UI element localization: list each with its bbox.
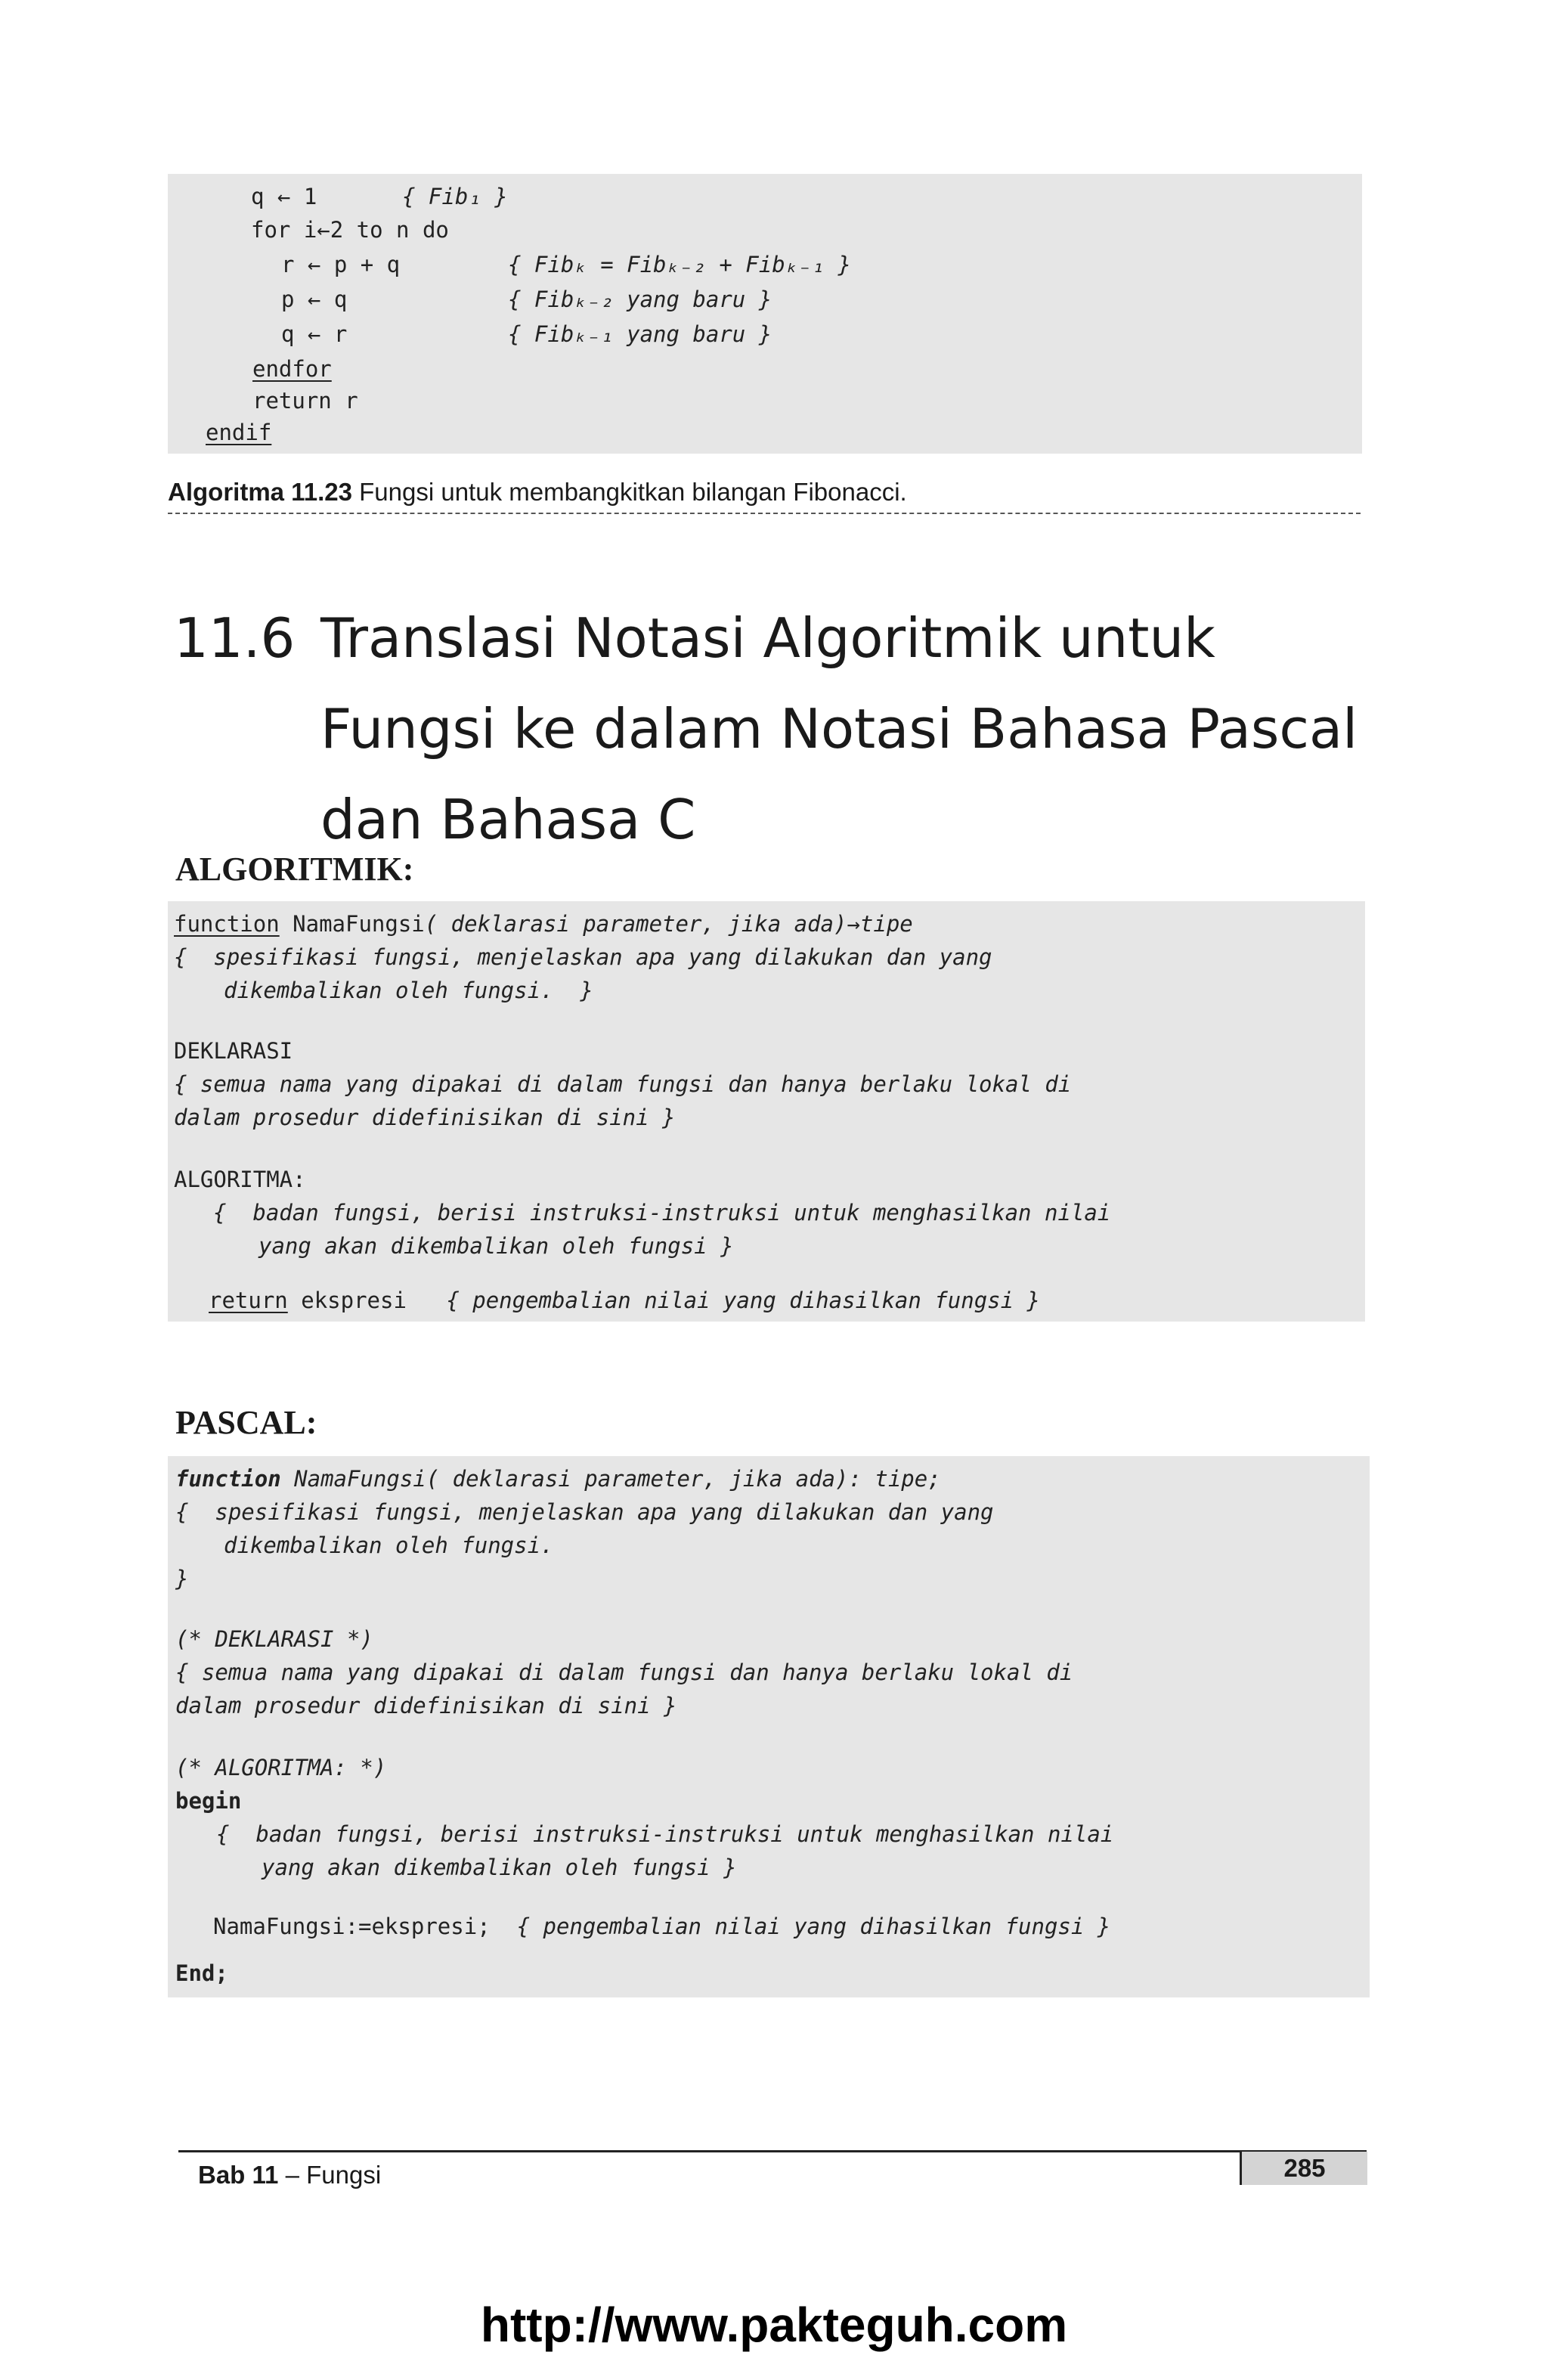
fib-line-4: p ← q [281, 287, 348, 312]
pascal-heading: PASCAL: [175, 1404, 317, 1441]
function-signature: ( deklarasi parameter, jika ada)→tipe [424, 911, 913, 937]
algo-function-line [174, 907, 913, 941]
pascal-function-signature: NamaFungsi( deklarasi parameter, jika ada): tipe; [294, 1466, 941, 1492]
algo-spec-line-2: dikembalikan oleh fungsi. } [224, 978, 593, 1003]
page-number: 285 [1240, 2152, 1367, 2185]
fib-line-6: endfor [252, 356, 332, 382]
fib-line-3: r ← p + q [281, 252, 401, 277]
algo-algoritma-label: ALGORITMA: [174, 1167, 306, 1192]
watermark-url: http://www.pakteguh.com [480, 2298, 1068, 2352]
caption-label: Algoritma 11.23 [168, 478, 352, 506]
return-comment: { pengembalian nilai yang dihasilkan fungsi } [446, 1288, 1040, 1313]
pascal-spec-line-2: dikembalikan oleh fungsi. [224, 1532, 554, 1558]
pascal-spec-line-1: { spesifikasi fungsi, menjelaskan apa yang dilakukan dan yang [175, 1499, 994, 1525]
function-keyword: function [174, 911, 280, 937]
fib-line-5: q ← r [281, 321, 348, 347]
pascal-function-line [175, 1462, 941, 1495]
chapter-name: Fungsi [306, 2161, 382, 2189]
pascal-code-block [168, 1456, 1370, 1997]
pascal-deklarasi-comment-2: dalam prosedur didefinisikan di sini } [175, 1693, 677, 1718]
fib-line-8: endif [206, 420, 272, 445]
fib-line-3-comment: { Fibₖ = Fibₖ₋₂ + Fibₖ₋₁ } [508, 252, 851, 277]
algo-deklarasi-comment-2: dalam prosedur didefinisikan di sini } [174, 1105, 676, 1130]
algo-deklarasi-comment-1: { semua nama yang dipakai di dalam fungsi dan hanya berlaku lokal di [174, 1071, 1072, 1097]
algo-body-comment-1: { badan fungsi, berisi instruksi-instruksi untuk menghasilkan nilai [213, 1200, 1111, 1226]
pascal-body-comment-1: { badan fungsi, berisi instruksi-instruksi untuk menghasilkan nilai [216, 1821, 1114, 1847]
pascal-spec-close: } [175, 1566, 189, 1591]
algoritmik-heading: ALGORITMIK: [175, 851, 414, 888]
algo-body-comment-2: yang akan dikembalikan oleh fungsi } [259, 1233, 734, 1259]
section-number: 11.6 [174, 606, 296, 670]
pascal-begin: begin [175, 1788, 242, 1814]
pascal-algoritma-label: (* ALGORITMA: *) [175, 1755, 387, 1780]
chapter-separator: – [278, 2161, 307, 2189]
fib-line-2: for i←2 to n do [251, 217, 449, 243]
fib-line-7: return r [252, 388, 358, 414]
fib-line-4-comment: { Fibₖ₋₂ yang baru } [508, 287, 772, 312]
fib-line-5-comment: { Fibₖ₋₁ yang baru } [508, 321, 772, 347]
pascal-return-line [213, 1910, 1110, 1943]
section-title: Translasi Notasi Algoritmik untuk Fungsi ke dalam Notasi Bahasa Pascal dan Bahasa C [320, 606, 1358, 851]
pascal-deklarasi-label: (* DEKLARASI *) [175, 1626, 373, 1652]
pascal-assign: NamaFungsi:=ekspresi; [213, 1914, 491, 1939]
algo-spec-line-1: { spesifikasi fungsi, menjelaskan apa yang dilakukan dan yang [174, 944, 992, 970]
pascal-body-comment-2: yang akan dikembalikan oleh fungsi } [262, 1855, 737, 1880]
caption-text: Fungsi untuk membangkitkan bilangan Fibonacci. [359, 478, 907, 506]
fib-line-1-comment: { Fib₁ } [402, 184, 508, 209]
pascal-deklarasi-comment-1: { semua nama yang dipakai di dalam fungsi dan hanya berlaku lokal di [175, 1659, 1073, 1685]
fibonacci-code-block [168, 174, 1362, 454]
return-keyword: return [209, 1288, 288, 1313]
algoritmik-code-block [168, 901, 1365, 1322]
footer-chapter [198, 2161, 381, 2189]
footer-rule [178, 2150, 1367, 2152]
chapter-number: Bab 11 [198, 2161, 279, 2189]
return-expression: ekspresi [301, 1288, 407, 1313]
pascal-return-comment: { pengembalian nilai yang dihasilkan fungsi } [516, 1914, 1111, 1939]
fib-line-1: q ← 1 [251, 184, 317, 209]
algorithm-caption [168, 478, 1361, 514]
algo-deklarasi-label: DEKLARASI [174, 1038, 293, 1064]
algo-return-line [209, 1284, 1040, 1317]
function-name: NamaFungsi [293, 911, 425, 937]
pascal-function-keyword: function [175, 1466, 281, 1492]
pascal-end: End; [175, 1960, 228, 1986]
